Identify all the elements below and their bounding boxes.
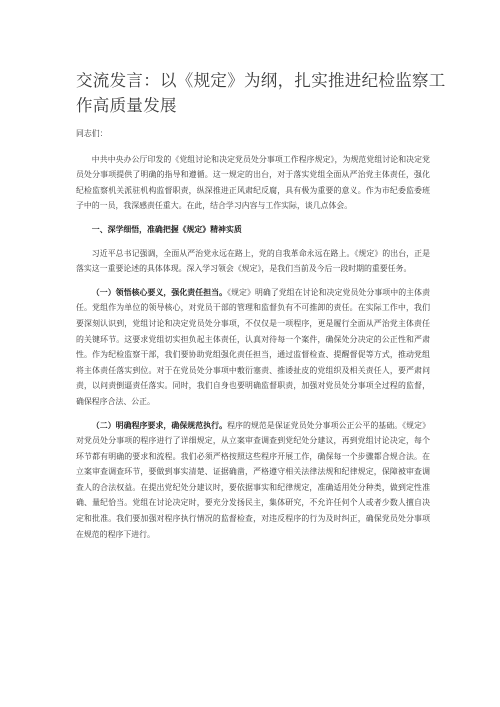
page-title: 交流发言：以《规定》为纲，扎实推进纪检监察工作高质量发展 (76, 71, 446, 115)
section-1-paragraph: 习近平总书记强调，全面从严治党永远在路上，党的自我革命永远在路上。《规定》的出台，正是落实这一重要论述的具体体现。深入学习领会《规定》，是我们当前及今后一段时期的重要任务。 (76, 248, 430, 274)
point-2-text: 程序的规范是保证党员处分事项公正公平的基础。《规定》对党员处分事项的程序进行了详细规定，从立案审查调查到党纪处分建议，再到党组讨论决定，每个环节都有明确的要求和流程。我们必须严格按照这些程序开展工作，确保每一个步骤都合规合法。在立案审查调查环节，要做到事实清楚、证据确凿，严格遵守相关法律法规和纪律规定，保障被审查调查人的合法权益。在提出党纪处分建议时，要依据事实和纪律规定，准确适用处分种类，做到定性准确、量纪恰当。党组在讨论决定时，要充分发扬民主，集体研究，不允许任何个人或者少数人擅自决定和批准。我们要加强对程序执行情况的监督检查，对违反程序的行为及时纠正，确保党员处分事项在规范的程序下进行。 (76, 420, 430, 539)
salutation: 同志们： (76, 129, 108, 138)
intro-paragraph: 中共中央办公厅印发的《党组讨论和决定党员处分事项工作程序规定》，为规范党组讨论和决定党员处分事项提供了明确的指导和遵循。这一规定的出台，对于落实党组全面从严治党主体责任，强化纪检监察机关派驻机构监督职责，纵深推进正风肃纪反腐，具有极为重要的意义。作为市纪委监委班子中的一员，我深感责任重大。在此，结合学习内容与工作实际，谈几点体会。 (76, 154, 430, 211)
point-1-paragraph (76, 285, 430, 410)
document-body (76, 126, 430, 542)
point-1-lead: （一）领悟核心要义，强化责任担当。 (91, 287, 228, 297)
section-heading-1: 一、深学细悟，准确把握《规定》精神实质 (91, 224, 242, 234)
point-2-lead: （二）明确程序要求，确保规范执行。 (91, 420, 228, 430)
point-2-paragraph (76, 418, 430, 543)
point-1-text: 《规定》明确了党组在讨论和决定党员处分事项中的主体责任。党组作为单位的领导核心，对党员干部的管理和监督负有不可推卸的责任。在实际工作中，我们要深刻认识到，党组讨论和决定党员处分事项，不仅仅是一项程序，更是履行全面从严治党主体责任的关键环节。这要求党组切实担负起主体责任，认真对待每一个案件，确保处分决定的公正性和严肃性。作为纪检监察干部，我们要协助党组强化责任担当，通过监督检查、提醒督促等方式，推动党组将主体责任落实到位。对于在党员处分事项中敷衍塞责、推诿扯皮的党组织及相关责任人，要严肃问责，以问责倒逼责任落实。同时，我们自身也要明确监督职责，加强对党员处分事项全过程的监督，确保程序合法、公正。 (76, 287, 430, 406)
